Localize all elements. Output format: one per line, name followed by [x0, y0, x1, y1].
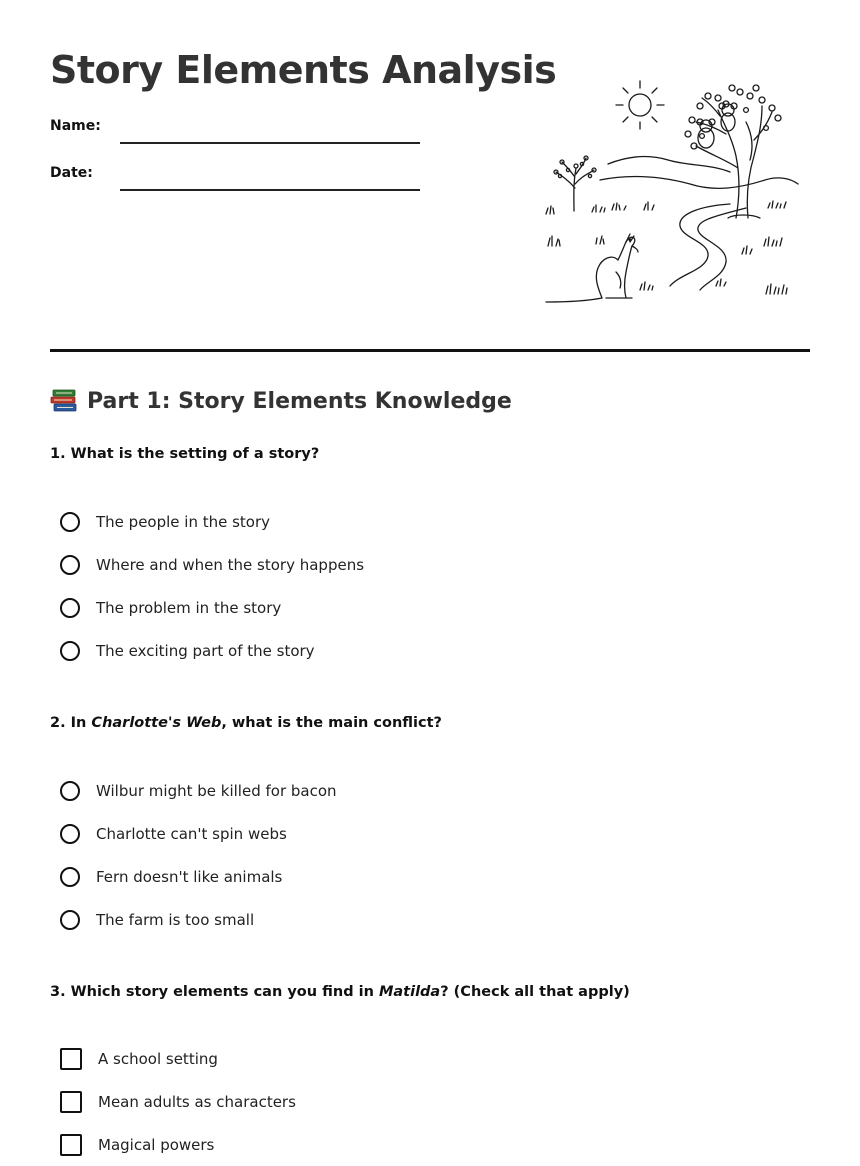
- option-label: Fern doesn't like animals: [96, 867, 283, 886]
- page-title: Story Elements Analysis: [50, 48, 557, 92]
- small-shrub-icon: [554, 156, 596, 211]
- name-label: Name:: [50, 118, 101, 134]
- question-1-options: [60, 500, 364, 672]
- radio-button[interactable]: [60, 824, 80, 844]
- sun-icon: [616, 81, 664, 129]
- radio-button[interactable]: [60, 641, 80, 661]
- option-1d[interactable]: [60, 629, 364, 672]
- option-3b[interactable]: [60, 1080, 296, 1123]
- option-1a[interactable]: [60, 500, 364, 543]
- radio-button[interactable]: [60, 555, 80, 575]
- option-2b[interactable]: [60, 812, 337, 855]
- hills-icon: [600, 157, 798, 189]
- part1-heading: [50, 388, 512, 414]
- radio-button[interactable]: [60, 910, 80, 930]
- radio-button[interactable]: [60, 512, 80, 532]
- part1-heading-text: Part 1: Story Elements Knowledge: [87, 388, 512, 414]
- section-divider: [50, 349, 810, 352]
- question-3-options: [60, 1037, 296, 1166]
- question-2-book-title: Charlotte's Web: [91, 715, 222, 731]
- question-3-book-title: Matilda: [378, 984, 441, 1000]
- name-write-line[interactable]: [120, 142, 420, 144]
- date-label: Date:: [50, 165, 93, 181]
- gum-tree-icon: [685, 85, 781, 218]
- option-label: Wilbur might be killed for bacon: [96, 781, 337, 800]
- date-field: [50, 161, 420, 191]
- option-1c[interactable]: [60, 586, 364, 629]
- date-write-line[interactable]: [120, 189, 420, 191]
- option-label: A school setting: [98, 1049, 218, 1068]
- option-3c[interactable]: [60, 1123, 296, 1166]
- question-3-suffix: ? (Check all that apply): [440, 984, 630, 1000]
- option-label: The exciting part of the story: [96, 641, 315, 660]
- books-icon: [50, 388, 78, 414]
- option-label: Where and when the story happens: [96, 555, 365, 574]
- name-field: [50, 114, 420, 144]
- checkbox[interactable]: [60, 1048, 82, 1070]
- option-label: The people in the story: [96, 512, 271, 531]
- outback-scene-illustration: [540, 76, 802, 310]
- option-2c[interactable]: [60, 855, 337, 898]
- option-label: Mean adults as characters: [98, 1092, 296, 1111]
- question-2-suffix: , what is the main conflict?: [221, 715, 442, 731]
- question-3: [50, 984, 630, 1000]
- river-icon: [670, 204, 746, 290]
- option-3a[interactable]: [60, 1037, 296, 1080]
- question-2-prefix: 2. In: [50, 715, 92, 731]
- radio-button[interactable]: [60, 781, 80, 801]
- option-2a[interactable]: [60, 769, 337, 812]
- question-3-prefix: 3. Which story elements can you find in: [50, 984, 379, 1000]
- option-1b[interactable]: [60, 543, 364, 586]
- option-label: The farm is too small: [96, 910, 255, 929]
- checkbox[interactable]: [60, 1134, 82, 1156]
- option-label: Charlotte can't spin webs: [96, 824, 287, 843]
- option-label: The problem in the story: [96, 598, 282, 617]
- radio-button[interactable]: [60, 867, 80, 887]
- option-2d[interactable]: [60, 898, 337, 941]
- option-label: Magical powers: [98, 1135, 215, 1154]
- question-2: [50, 715, 442, 731]
- question-1-text: 1. What is the setting of a story?: [50, 446, 320, 462]
- question-1: [50, 446, 319, 462]
- radio-button[interactable]: [60, 598, 80, 618]
- checkbox[interactable]: [60, 1091, 82, 1113]
- question-2-options: [60, 769, 337, 941]
